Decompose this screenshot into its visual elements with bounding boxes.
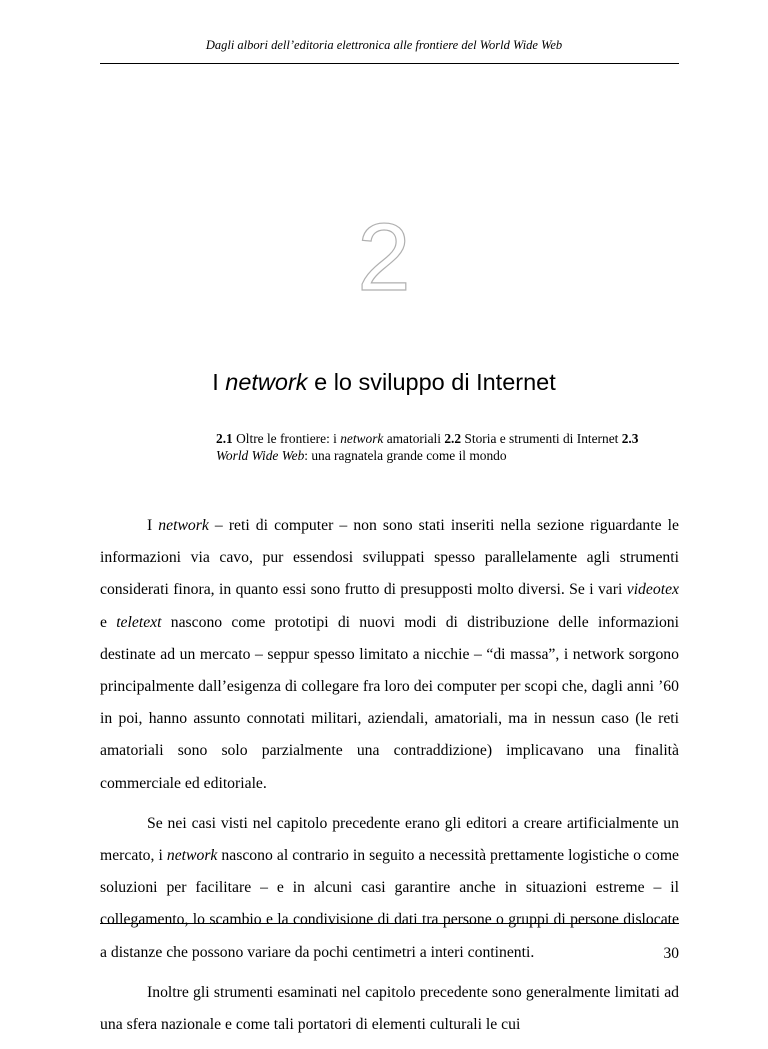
text: e (100, 613, 117, 631)
text: I (147, 517, 159, 534)
chapter-title (0, 369, 768, 396)
toc-section-number: 2.1 (216, 431, 233, 446)
chapter-number: 2 (357, 204, 411, 311)
toc-text: Storia e strumenti di Internet (461, 431, 622, 446)
chapter-title-italic: network (225, 369, 308, 395)
chapter-title-prefix: I (212, 369, 226, 395)
header-rule (100, 63, 679, 64)
running-header: Dagli albori dell’editoria elettronica alle frontiere del World Wide Web (205, 38, 563, 52)
toc-text: amatoriali (383, 431, 445, 446)
chapter-contents (216, 430, 656, 464)
italic-term: network (158, 517, 209, 534)
toc-text: Oltre le frontiere: i (232, 431, 341, 446)
text: Inoltre gli strumenti esaminati nel capitolo precedente sono generalmente limitati ad una sfera nazionale e come tali portatori di elementi culturali le cui (100, 983, 679, 1034)
italic-term: teletext (116, 613, 162, 631)
chapter-title-suffix: e lo sviluppo di Internet (307, 369, 556, 395)
page-number: 30 (663, 945, 679, 962)
toc-italic: World Wide Web (216, 448, 305, 463)
paragraph (100, 977, 679, 1041)
toc-italic: network (340, 431, 384, 446)
text: Se nei casi visti nel capitolo precedente erano gli editori a creare artificialmente un mercato, i (100, 814, 679, 865)
text: nascono al contrario in seguito a necessità prettamente logistiche o come soluzioni per facilitare – e in alcuni casi garantire anche in situazioni estreme – il collegamento, lo scambio e la condivisione di dati tra persone o gruppi di persone dislocate a distanze che possono variare da pochi centimetri a interi continenti. (100, 847, 679, 961)
italic-term: network (166, 847, 218, 865)
toc-text: : una ragnatela grande come il mondo (304, 448, 507, 463)
text: nascono come prototipi di nuovi modi di distribuzione delle informazioni destinate ad un mercato – seppur spesso limitato a nicchie – “di massa”, i network sorgono principalmente dall’esigenza di collegare fra loro dei computer per scopi che, dagli anni ’60 in poi, hanno assunto connotati militari, aziendali, amatoriali, ma in nessun caso (le reti amatoriali sono solo parzialmente una contraddizione) implicavano una finalità commerciale ed editoriale. (100, 613, 680, 792)
footer-rule (100, 923, 679, 924)
italic-term: videotex (626, 581, 679, 599)
body-text (100, 510, 679, 1049)
text: – reti di computer – non sono stati inseriti nella sezione riguardante le informazioni via cavo, pur essendosi sviluppati spesso parallelamente agli strumenti considerati finora, in quanto essi sono frutto di presupposti molto diversi. Se i vari (100, 517, 679, 599)
paragraph (100, 510, 679, 800)
toc-section-number: 2.2 (444, 431, 462, 446)
toc-section-number: 2.3 (621, 431, 639, 446)
paragraph (100, 808, 679, 969)
